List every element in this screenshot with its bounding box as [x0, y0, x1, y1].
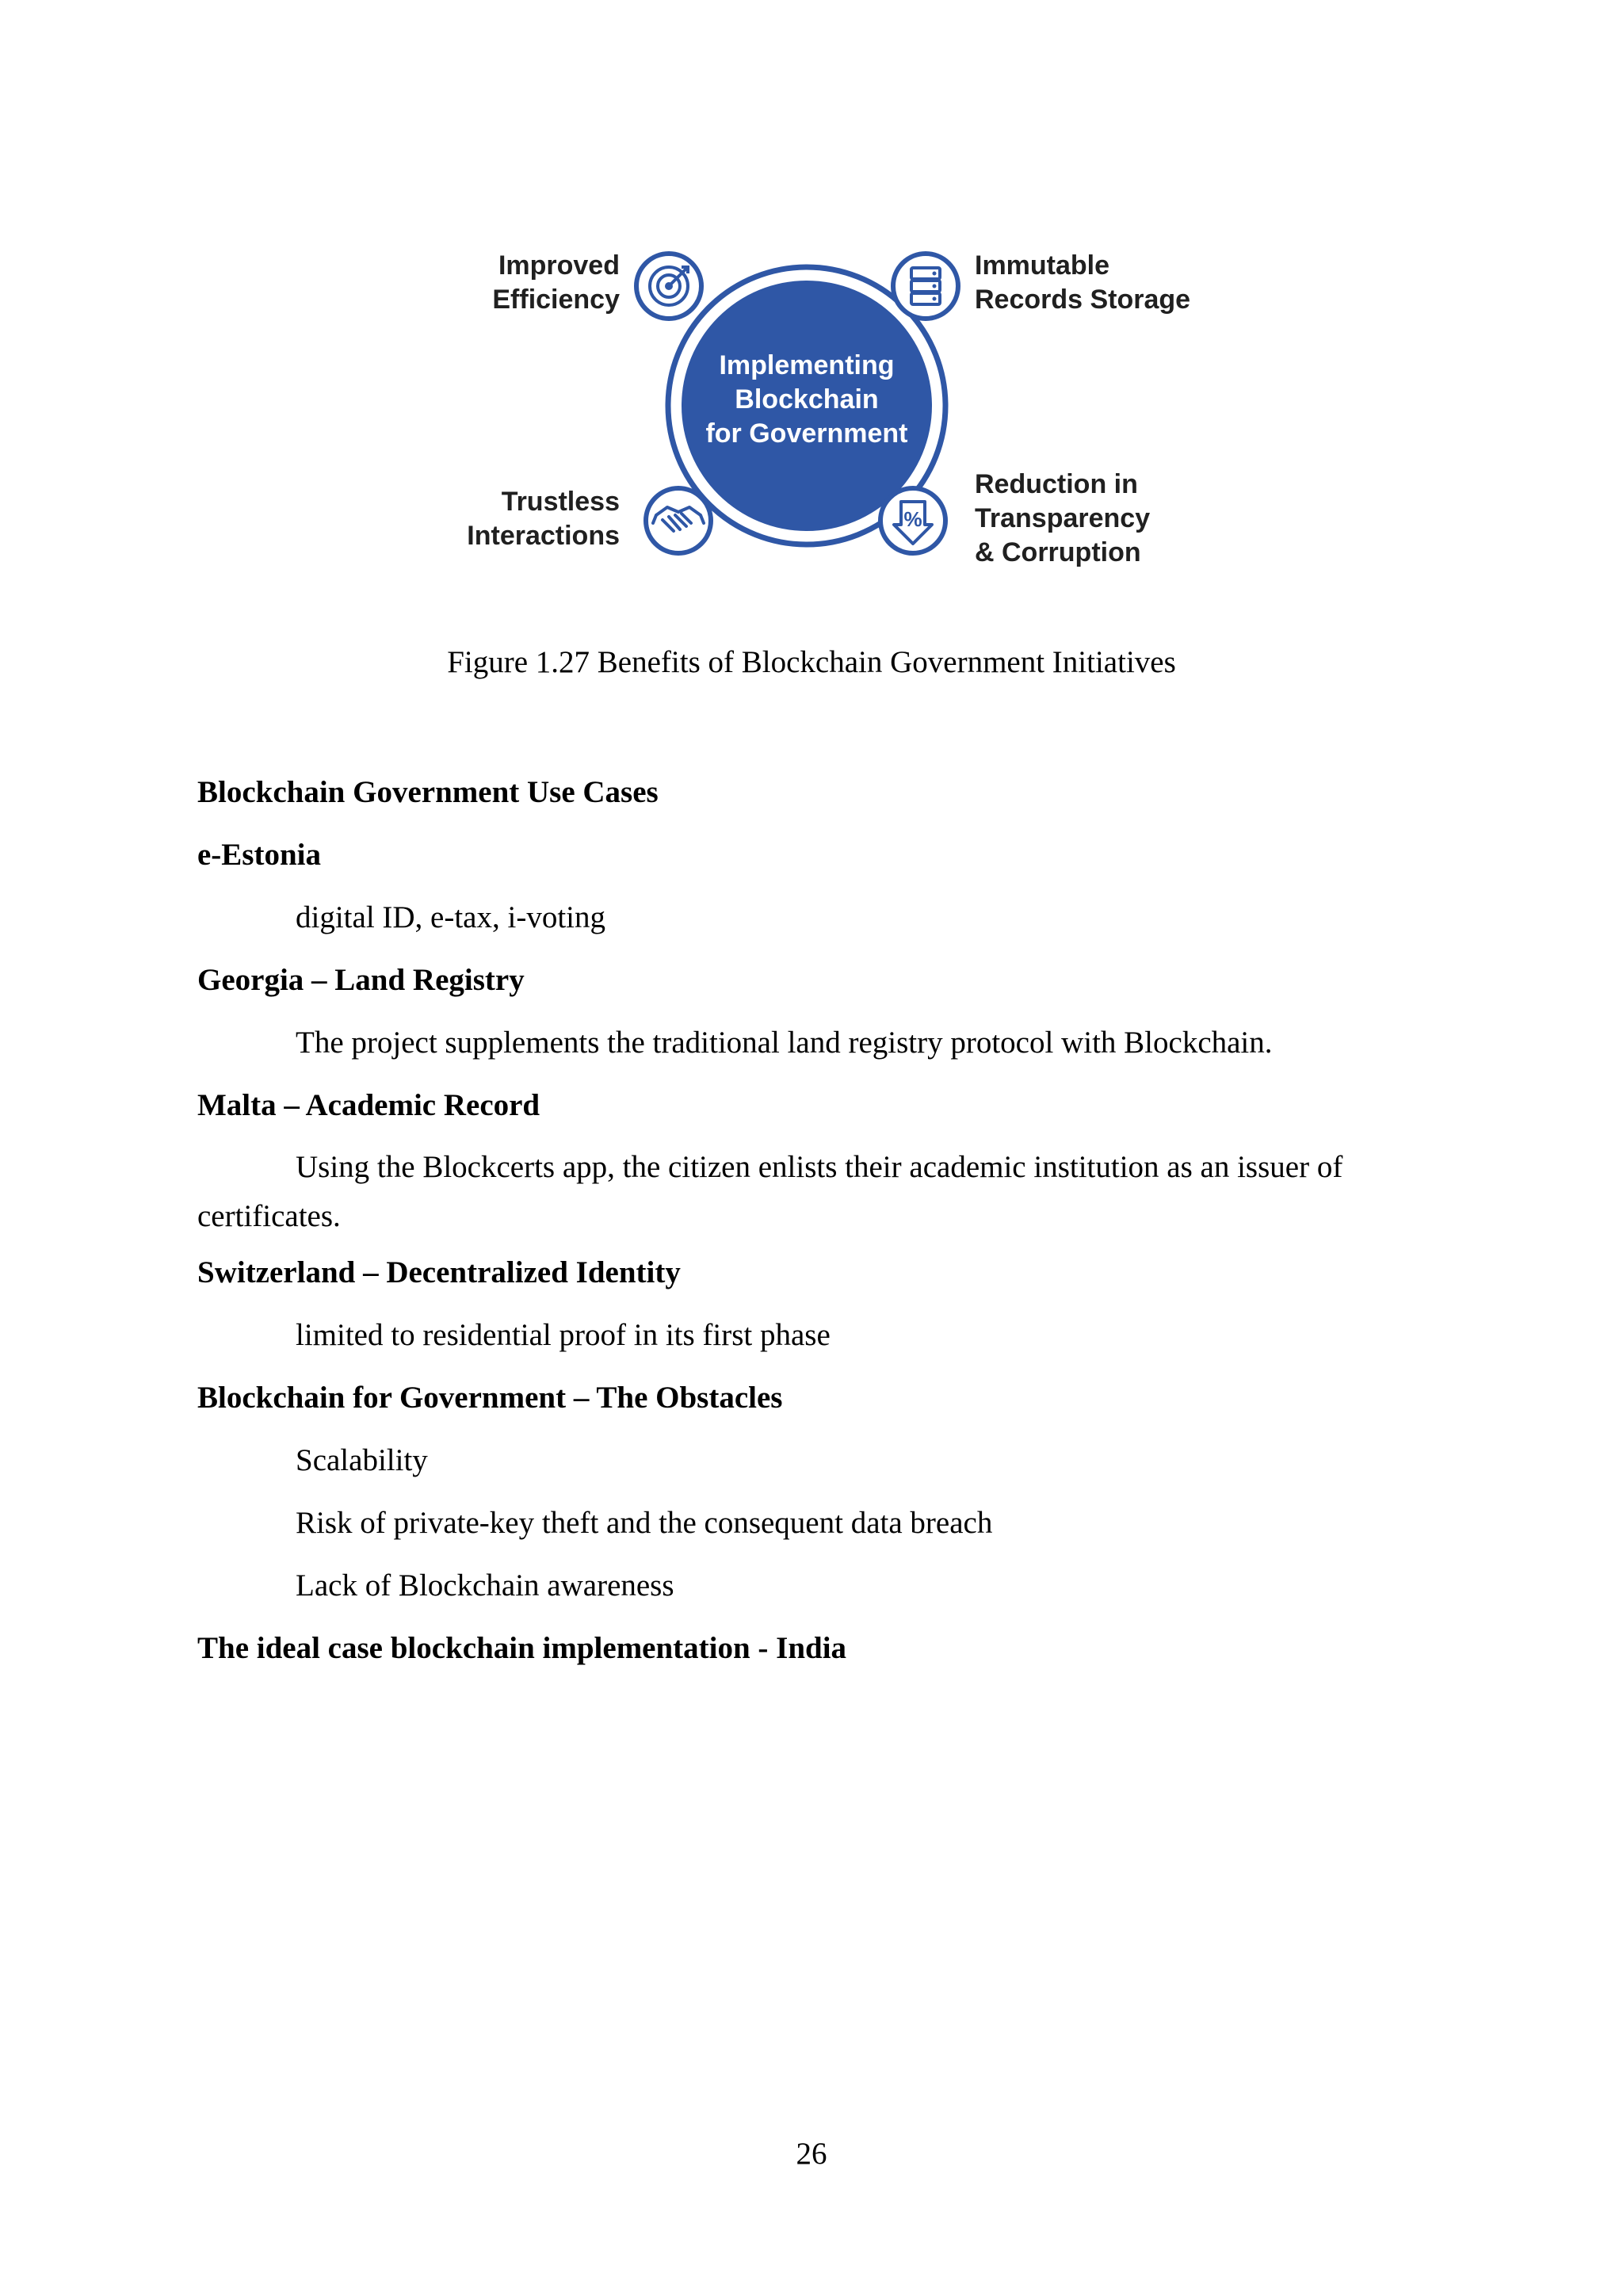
- benefit-label-line: Transparency: [975, 503, 1151, 533]
- switzerland-text: limited to residential proof in its first phase: [296, 1318, 831, 1352]
- benefit-label-line: Interactions: [467, 521, 620, 551]
- figure-center-title: [688, 349, 926, 451]
- obstacle-item: Scalability: [296, 1443, 428, 1477]
- center-title-line-1: Implementing: [719, 350, 895, 380]
- benefit-label-line: Improved: [498, 250, 620, 281]
- benefit-immutable-records: [975, 249, 1190, 317]
- benefit-improved-efficiency: [444, 249, 620, 317]
- benefit-label-line: Reduction in: [975, 469, 1138, 499]
- figure-caption: Figure 1.27 Benefits of Blockchain Government Initiatives: [447, 645, 1176, 679]
- center-title-line-2: Blockchain: [735, 384, 879, 415]
- target-icon: [636, 254, 701, 319]
- benefit-reduction-corruption: [975, 468, 1150, 570]
- center-title-line-3: for Government: [705, 418, 908, 449]
- benefit-trustless-interactions: [444, 485, 620, 553]
- page-number: 26: [796, 2137, 827, 2171]
- benefit-label-line: Efficiency: [492, 285, 620, 315]
- estonia-heading: e-Estonia: [197, 838, 321, 872]
- benefit-label-line: Records Storage: [975, 285, 1191, 315]
- use-cases-heading: Blockchain Government Use Cases: [197, 775, 659, 809]
- india-heading: The ideal case blockchain implementation - India: [197, 1631, 847, 1665]
- malta-heading: Malta – Academic Record: [197, 1088, 540, 1122]
- obstacle-item: Lack of Blockchain awareness: [296, 1568, 674, 1603]
- benefit-label-line: Trustless: [501, 487, 620, 517]
- percent-down-icon: [880, 488, 945, 553]
- georgia-text: The project supplements the traditional land registry protocol with Blockchain.: [296, 1026, 1273, 1060]
- obstacles-heading: Blockchain for Government – The Obstacles: [197, 1381, 783, 1415]
- estonia-text: digital ID, e-tax, i-voting: [296, 900, 605, 934]
- obstacle-item: Risk of private-key theft and the consequent data breach: [296, 1506, 993, 1540]
- server-icon: [893, 254, 958, 319]
- svg-text:%: %: [903, 507, 922, 531]
- malta-text: Using the Blockcerts app, the citizen enlists their academic institution as an issuer of certificates.: [197, 1150, 1343, 1233]
- blockchain-benefits-figure: [444, 238, 1205, 586]
- handshake-icon: [646, 488, 711, 553]
- benefit-label-line: & Corruption: [975, 537, 1141, 567]
- georgia-heading: Georgia – Land Registry: [197, 963, 525, 997]
- switzerland-heading: Switzerland – Decentralized Identity: [197, 1255, 681, 1289]
- benefit-label-line: Immutable: [975, 250, 1110, 281]
